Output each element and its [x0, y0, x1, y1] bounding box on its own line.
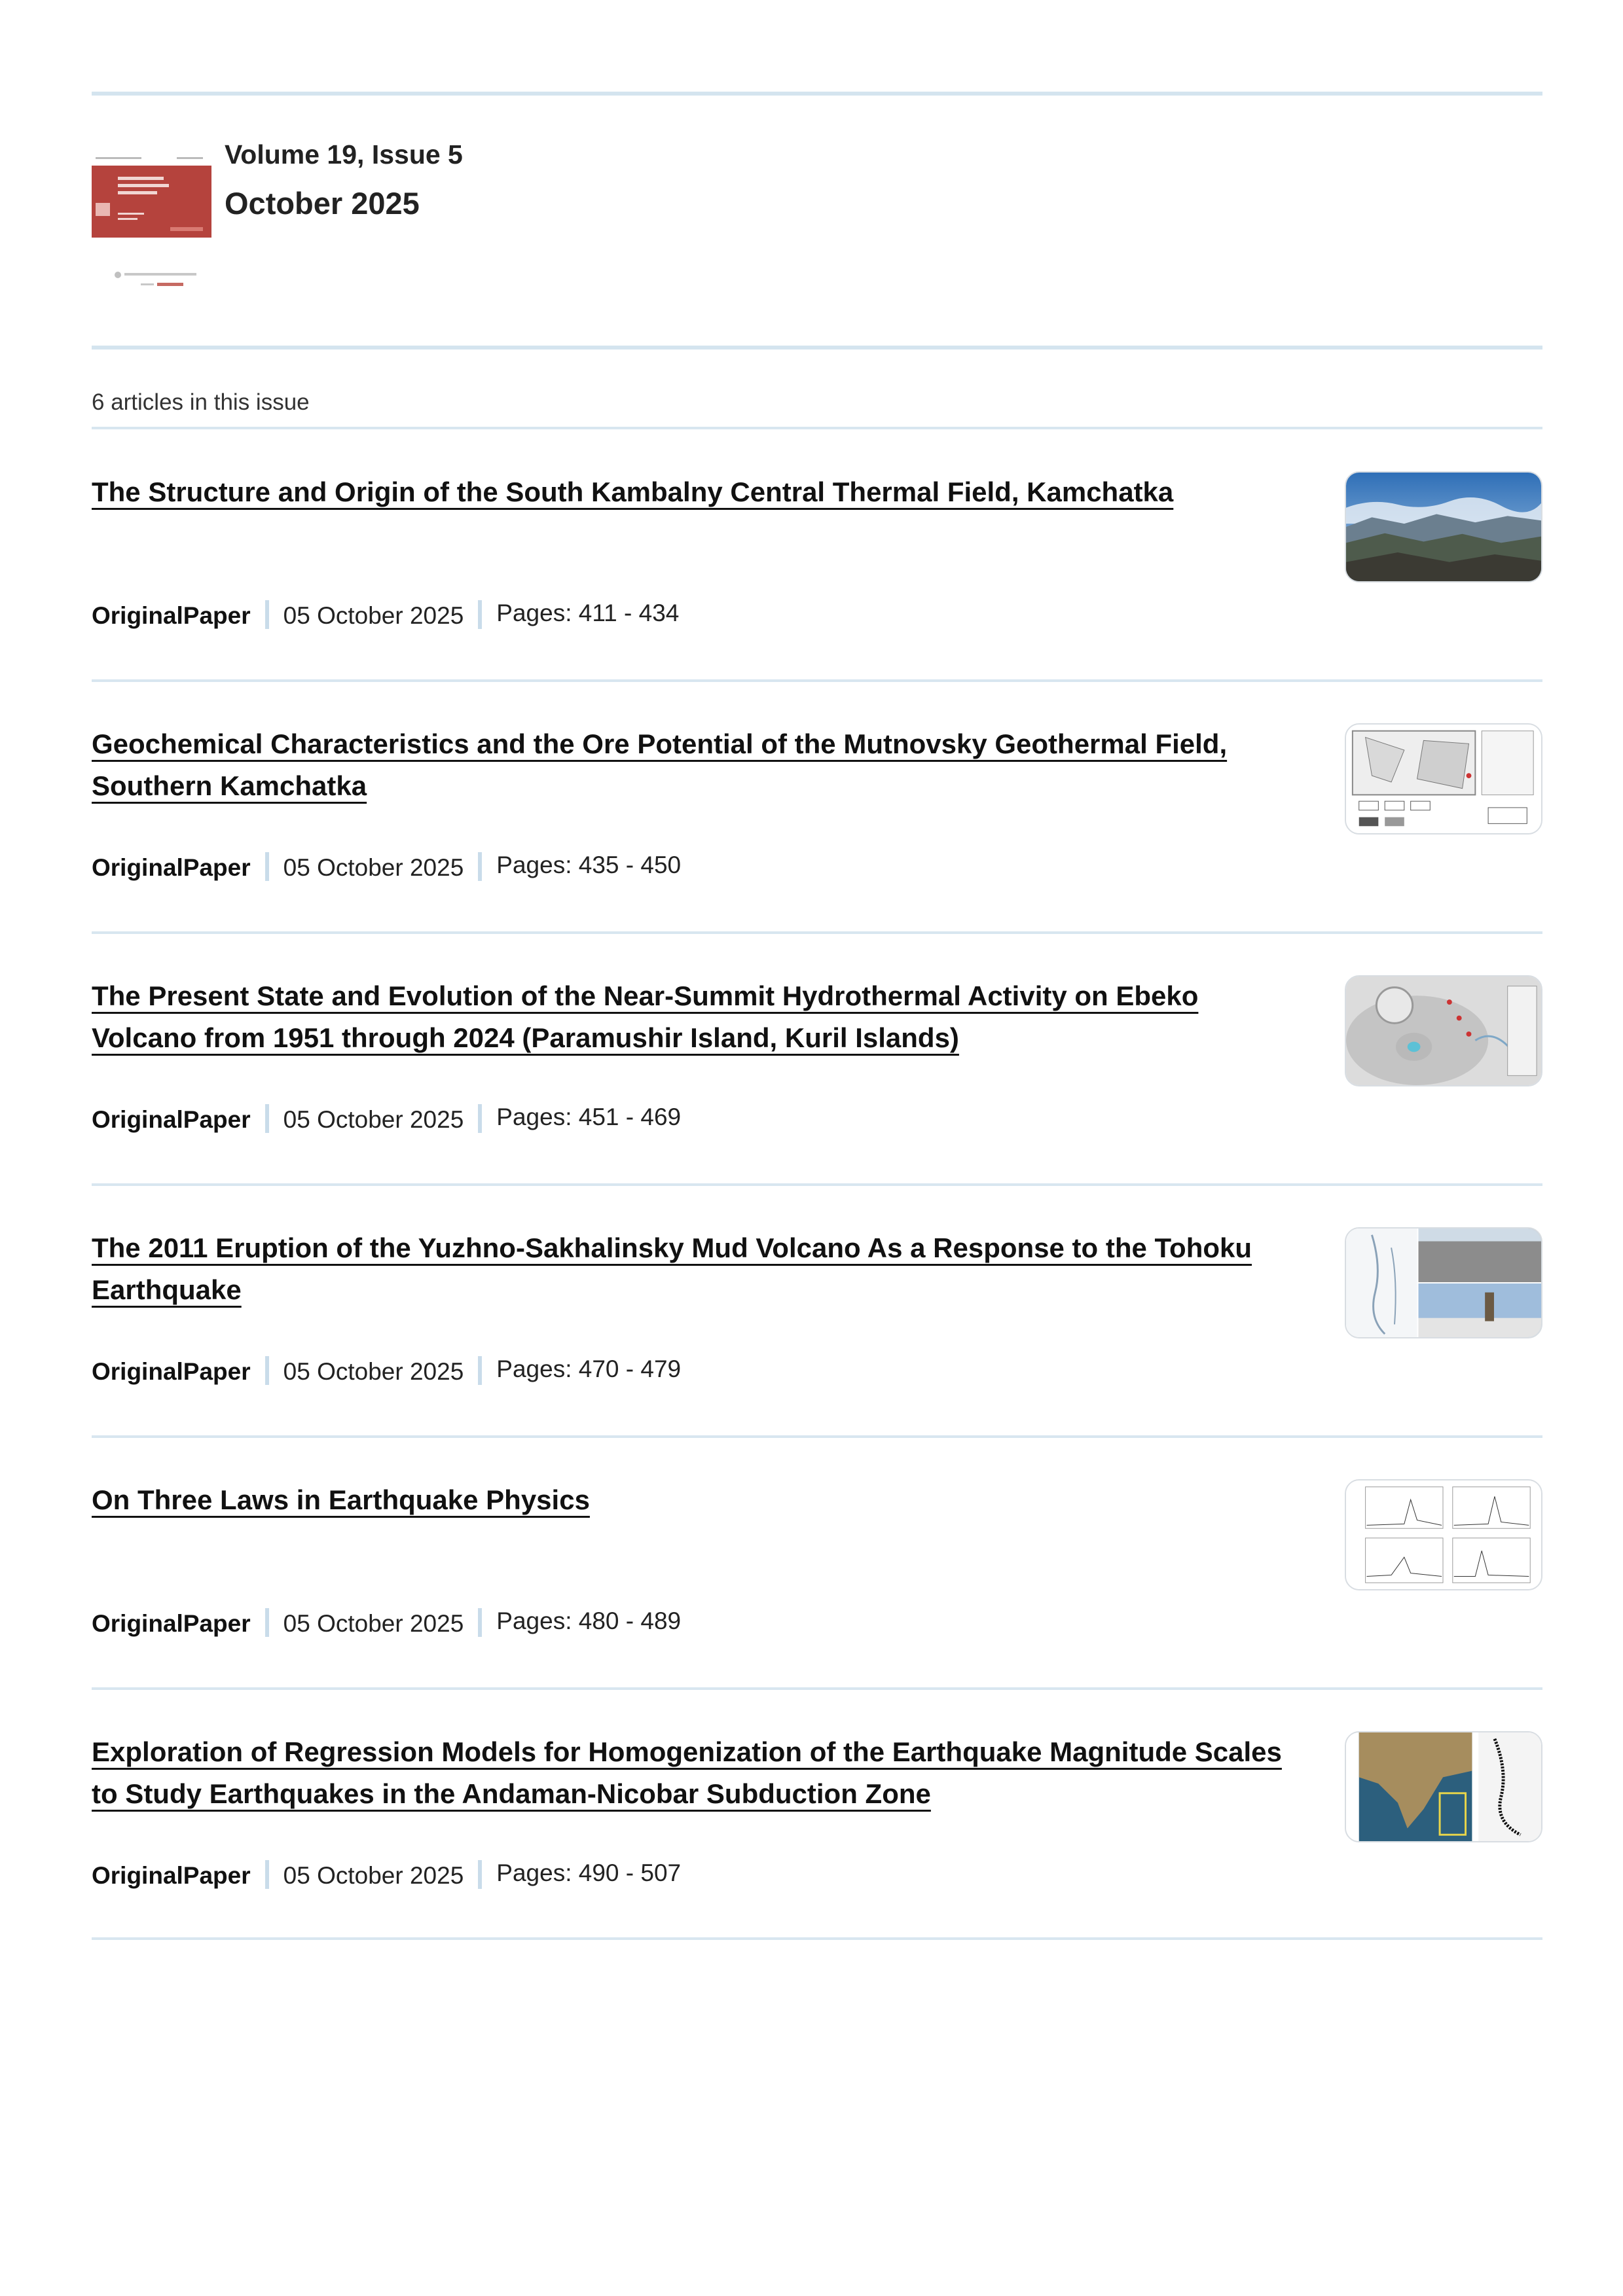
issue-header — [92, 134, 1542, 291]
article-type: OriginalPaper — [92, 1106, 251, 1133]
meta-separator — [478, 1860, 482, 1889]
article-title-link[interactable]: The Present State and Evolution of the Near-Summit Hydrothermal Activity on Ebeko Volcano from 1951 through 2024 (Paramushir Island, Kuril Islands) — [92, 980, 1199, 1053]
article-type: OriginalPaper — [92, 854, 251, 881]
meta-separator — [265, 852, 269, 881]
top-divider — [92, 92, 1542, 96]
article-thumbnail[interactable] — [1345, 471, 1542, 583]
meta-separator — [478, 600, 482, 629]
article-thumbnail[interactable] — [1345, 1479, 1542, 1590]
article-date: 05 October 2025 — [283, 1358, 464, 1385]
meta-separator — [265, 1860, 269, 1889]
article-item — [92, 471, 1542, 724]
article-date: 05 October 2025 — [283, 1106, 464, 1133]
article-thumbnail[interactable] — [1345, 1227, 1542, 1338]
article-meta — [92, 1607, 682, 1643]
meta-separator — [265, 600, 269, 629]
article-thumbnail[interactable] — [1345, 723, 1542, 834]
article-divider — [92, 1183, 1542, 1186]
article-meta — [92, 602, 679, 635]
article-title-link[interactable]: Geochemical Characteristics and the Ore Potential of the Mutnovsky Geothermal Field, Southern Kamchatka — [92, 728, 1228, 801]
article-title[interactable] — [92, 723, 1296, 807]
article-date: 05 October 2025 — [283, 1862, 464, 1889]
meta-separator — [265, 1356, 269, 1385]
article-item — [92, 975, 1542, 1228]
meta-separator — [478, 1608, 482, 1637]
article-pages: Pages: 470 - 479 — [496, 1355, 682, 1382]
article-title[interactable] — [92, 1227, 1296, 1311]
article-divider — [92, 931, 1542, 934]
meta-separator — [265, 1104, 269, 1133]
article-type: OriginalPaper — [92, 1862, 251, 1889]
article-title-link[interactable]: On Three Laws in Earthquake Physics — [92, 1484, 590, 1515]
article-title-link[interactable]: The Structure and Origin of the South Kambalny Central Thermal Field, Kamchatka — [92, 476, 1174, 507]
article-pages: Pages: 411 - 434 — [496, 600, 680, 626]
article-count: 6 articles in this issue — [92, 389, 310, 415]
article-title[interactable] — [92, 975, 1296, 1059]
article-date: 05 October 2025 — [283, 1610, 464, 1637]
article-divider — [92, 1687, 1542, 1690]
article-type: OriginalPaper — [92, 1610, 251, 1637]
article-thumbnail[interactable] — [1345, 975, 1542, 1086]
article-pages: Pages: 480 - 489 — [496, 1607, 682, 1634]
article-title[interactable] — [92, 1731, 1296, 1815]
article-item — [92, 1227, 1542, 1480]
article-item — [92, 723, 1542, 976]
article-type: OriginalPaper — [92, 1358, 251, 1385]
article-meta — [92, 1859, 682, 1895]
article-thumbnail[interactable] — [1345, 1731, 1542, 1842]
article-meta — [92, 854, 681, 887]
meta-separator — [265, 1608, 269, 1637]
article-title-link[interactable]: Exploration of Regression Models for Homogenization of the Earthquake Magnitude Scales to Study Earthquakes in the Andaman-Nicobar Subduction Zone — [92, 1736, 1282, 1809]
article-date: 05 October 2025 — [283, 602, 464, 629]
count-divider — [92, 427, 1542, 429]
article-date: 05 October 2025 — [283, 854, 464, 881]
article-type: OriginalPaper — [92, 602, 251, 629]
article-title[interactable] — [92, 1479, 1296, 1521]
article-divider — [92, 1435, 1542, 1438]
bottom-divider — [92, 1937, 1542, 1940]
article-meta — [92, 1355, 682, 1391]
article-divider — [92, 679, 1542, 682]
issue-volume: Volume 19, Issue 5 — [225, 139, 463, 170]
journal-cover-image[interactable] — [92, 141, 211, 291]
article-item — [92, 1731, 1542, 1984]
issue-date: October 2025 — [225, 186, 420, 221]
meta-separator — [478, 1104, 482, 1133]
article-meta — [92, 1103, 682, 1139]
meta-separator — [478, 852, 482, 881]
article-title-link[interactable]: The 2011 Eruption of the Yuzhno-Sakhalinsky Mud Volcano As a Response to the Tohoku Earthquake — [92, 1232, 1252, 1305]
article-item — [92, 1479, 1542, 1732]
article-pages: Pages: 490 - 507 — [496, 1859, 682, 1886]
article-title[interactable] — [92, 471, 1296, 513]
article-pages: Pages: 435 - 450 — [496, 852, 682, 878]
header-divider — [92, 346, 1542, 350]
meta-separator — [478, 1356, 482, 1385]
article-pages: Pages: 451 - 469 — [496, 1103, 682, 1130]
